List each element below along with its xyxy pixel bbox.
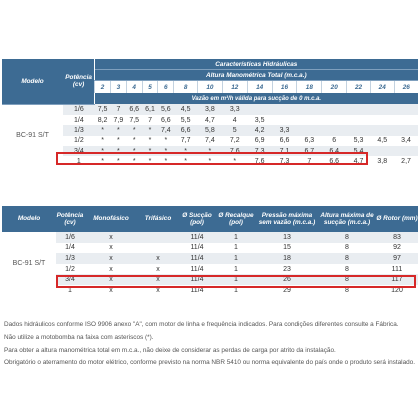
table1-subtitle: Altura Manométrica Total (m.c.a.) [95,70,418,81]
flow-cell: * [101,137,104,145]
head-value: 10 [197,81,222,94]
flow-cell [297,115,322,125]
flow-cell [297,125,322,135]
flow-cell: 4,5 [377,137,388,145]
rotor-cell: 111 [391,265,403,273]
head-value: 18 [297,81,322,94]
flow-cell: 7,3 [247,146,272,156]
tri-cell: x [138,253,178,264]
head-value: 24 [370,81,394,94]
flow-cell: 7,5 [129,116,140,124]
flow-cell: 5 [222,125,247,135]
flow-label: Vazão em m³/h válida para sucção de 0 m.c.a. [95,93,418,104]
altura-cell: 8 [318,232,376,243]
flow-cell: * [174,146,198,156]
head-value: 14 [247,81,272,94]
table1-title: Características Hidráulicas [95,59,418,70]
flow-cell: * [110,146,126,156]
flow-cell: 2,7 [401,158,411,166]
succao-cell: 11/4 [178,253,216,264]
recalque-cell: 1 [234,244,238,252]
flow-cell: * [164,158,168,166]
footnote: Dados hidráulicos conforme ISO 9906 anexo "A", com motor de linha e frequência indicados. Para condições diferentes consulte a Fábrica. [4,321,399,328]
succao-cell: 11/4 [190,265,204,273]
mono-cell: x [84,232,138,243]
flow-cell [322,104,347,115]
power-cell: 1/2 [73,137,84,145]
power-cell: 1/4 [73,116,84,124]
rotor-cell: 92 [393,244,401,252]
recalque-cell: 1 [216,274,256,285]
flow-cell: 5,4 [347,146,371,156]
head-value: 22 [347,81,371,94]
flow-cell: 3,4 [401,137,411,145]
pressao-cell: 13 [256,232,318,243]
rotor-cell: 120 [391,286,403,294]
flow-cell: 4,7 [353,158,364,166]
flow-cell [347,125,371,135]
flow-cell: 7,9 [113,116,124,124]
hydraulic-characteristics-table [2,59,418,167]
power-cell: 1/6 [63,104,95,115]
flow-cell: 7,3 [279,158,290,166]
head-value: 3 [110,81,126,94]
flow-cell: 5,6 [158,104,174,115]
recalque-cell: 1 [216,253,256,264]
col-header-altura: Altura máxima de sucção (m.c.a.) [318,206,376,232]
col-header-modelo-2: Modelo [2,206,56,232]
col-header-potencia-2: Potência (cv) [56,206,84,232]
flow-cell: * [126,125,142,135]
mono-cell: x [109,265,113,273]
succao-cell: 11/4 [190,244,204,252]
flow-cell: 6,6 [329,158,340,166]
table-row [2,274,418,285]
power-cell: 3/4 [56,274,84,285]
flow-cell [394,104,418,115]
head-value: 8 [174,81,198,94]
col-header-potencia: Potência (cv) [63,59,95,104]
flow-cell: * [142,125,158,135]
table-row [2,156,418,166]
table-row [2,104,418,115]
rotor-cell: 83 [376,232,418,243]
col-header-trifasico: Trifásico [138,206,178,232]
tri-cell: x [156,265,160,273]
head-value: 20 [322,81,347,94]
head-value: 16 [272,81,297,94]
power-cell: 1/6 [56,232,84,243]
table-row [2,146,418,156]
flow-cell: 4 [232,116,237,124]
flow-cell: * [233,158,237,166]
rotor-cell: 97 [376,253,418,264]
flow-cell: * [197,146,222,156]
flow-cell: 7,7 [180,137,191,145]
flow-cell: 6,6 [174,125,198,135]
altura-cell: 8 [318,253,376,264]
technical-data-table [2,206,418,296]
power-cell: 1 [68,286,72,294]
recalque-cell: 1 [234,286,238,294]
tri-cell: x [138,274,178,285]
flow-cell [322,125,347,135]
col-header-pressao: Pressão máxima sem vazão (m.c.a.) [256,206,318,232]
flow-cell: * [95,125,111,135]
succao-cell: 11/4 [190,286,204,294]
power-cell: 1/4 [65,244,75,252]
mono-cell: x [109,286,113,294]
altura-cell: 8 [318,274,376,285]
flow-cell: 6,6 [279,137,290,145]
flow-cell: 6 [332,137,337,145]
power-cell: 1/3 [56,253,84,264]
flow-cell: * [158,146,174,156]
footnote: Obrigatório o aterramento do motor elétrico, conforme previsto na norma NBR 5410 ou norma equivalente do país onde o produto será instalado. [4,359,416,367]
flow-cell: 3,8 [197,104,222,115]
table-row [2,253,418,264]
flow-cell [272,115,297,125]
flow-cell: * [101,158,104,166]
table-row [2,285,418,296]
table-row [2,243,418,254]
table-row [2,136,418,146]
mono-cell: x [109,244,113,252]
flow-cell [247,104,272,115]
power-cell: 1 [76,158,81,166]
flow-cell: 6,7 [297,146,322,156]
tri-cell [138,232,178,243]
flow-cell: 7 [110,104,126,115]
power-cell: 3/4 [63,146,95,156]
recalque-cell: 1 [216,232,256,243]
flow-cell: * [208,158,212,166]
col-header-rotor: Ø Rotor (mm) [376,206,418,232]
flow-cell: 7 [148,116,152,124]
table-row [2,125,418,135]
flow-cell: 8,2 [97,116,108,124]
flow-cell [394,146,418,156]
power-cell: 1/3 [63,125,95,135]
flow-cell: * [184,158,187,166]
flow-cell: * [110,125,126,135]
pressao-cell: 15 [283,244,291,252]
col-header-monofasico: Monofásico [84,206,138,232]
flow-cell: 3,5 [254,116,265,124]
flow-cell [370,146,394,156]
flow-cell: 3,3 [272,125,297,135]
flow-cell: * [117,137,120,145]
flow-cell: 3,8 [377,158,388,166]
head-value: 26 [394,81,418,94]
table-row [2,264,418,275]
flow-cell: 7,6 [222,146,247,156]
altura-cell: 8 [345,286,349,294]
flow-cell: * [148,137,152,145]
mono-cell: x [84,253,138,264]
flow-cell: 5,5 [180,116,191,124]
flow-cell: 6,1 [142,104,158,115]
flow-cell: * [142,146,158,156]
flow-cell: 7,4 [158,125,174,135]
head-value: 6 [158,81,174,94]
flow-cell [347,104,371,115]
pressao-cell: 18 [256,253,318,264]
flow-cell: 6,6 [126,104,142,115]
flow-cell: 5,8 [197,125,222,135]
flow-cell: 7,6 [254,158,265,166]
pressao-cell: 29 [283,286,291,294]
flow-cell [370,104,394,115]
flow-cell [297,104,322,115]
flow-cell: 4,2 [247,125,272,135]
altura-cell: 8 [345,244,349,252]
flow-cell: 6,4 [322,146,347,156]
flow-cell [370,125,394,135]
head-value: 12 [222,81,247,94]
flow-cell: 4,5 [174,104,198,115]
flow-cell: * [132,158,136,166]
pressao-cell: 23 [283,265,291,273]
footnotes [4,319,418,370]
flow-cell: 6,9 [254,137,265,145]
rotor-cell: 117 [376,274,418,285]
flow-cell: 7,4 [205,137,215,145]
flow-cell [347,115,371,125]
flow-cell [394,125,418,135]
flow-cell: * [126,146,142,156]
flow-cell [322,115,347,125]
flow-cell: 6,3 [304,137,315,145]
flow-cell: 3,3 [222,104,247,115]
tri-cell [138,243,178,254]
footnote: Para obter a altura manométrica total em m.c.a., não deixe de considerar as perdas de carga por atrito da instalação. [4,346,336,354]
table-row [2,115,418,125]
succao-cell: 11/4 [178,274,216,285]
head-value: 2 [95,81,111,94]
flow-cell: 7 [307,158,312,166]
flow-cell [394,115,418,125]
pressao-cell: 26 [256,274,318,285]
flow-cell: * [148,158,152,166]
flow-cell [272,104,297,115]
flow-cell: 7,2 [229,137,240,145]
flow-cell [370,115,394,125]
flow-cell: * [132,137,136,145]
power-cell: 1/2 [65,265,75,273]
col-header-recalque: Ø Recalque (pol) [216,206,256,232]
model-name: BC-91 S/T [2,104,63,167]
flow-cell: 7,1 [272,146,297,156]
head-value: 5 [142,81,158,94]
altura-cell: 8 [345,265,349,273]
col-header-succao: Ø Sucção (pol) [178,206,216,232]
tri-cell: x [156,286,160,294]
col-header-modelo: Modelo [2,59,63,104]
mono-cell: x [84,274,138,285]
flow-cell: * [164,137,168,145]
flow-cell: * [117,158,120,166]
flow-cell: 5,3 [353,137,364,145]
flow-cell: * [95,146,111,156]
flow-cell: 7,5 [95,104,111,115]
succao-cell: 11/4 [178,232,216,243]
flow-cell: 6,6 [160,116,171,124]
table-row [2,232,418,243]
head-value: 4 [126,81,142,94]
model-name: BC-91 S/T [2,232,56,296]
recalque-cell: 1 [234,265,238,273]
flow-cell: 4,7 [205,116,215,124]
footnote: Não utilize a motobomba na faixa com asteriscos (*). [4,333,154,341]
